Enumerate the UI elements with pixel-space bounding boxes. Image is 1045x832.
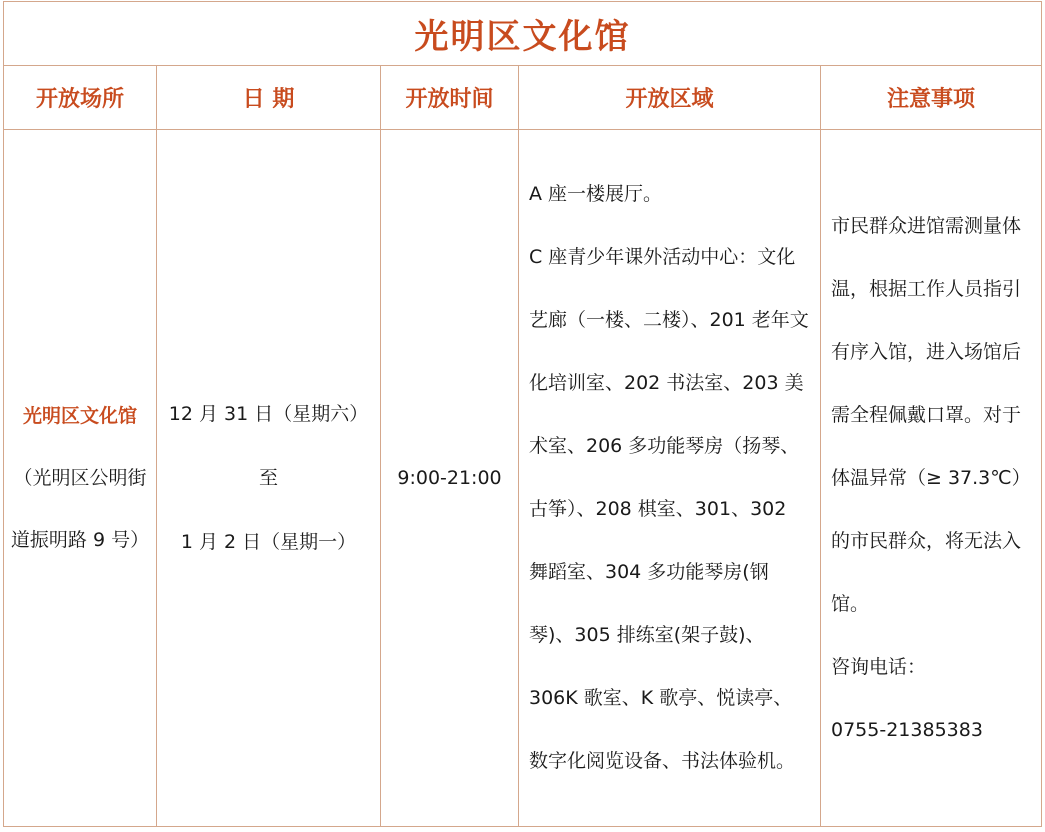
hours-cell: 9:00-21:00: [381, 130, 519, 827]
table-title: 光明区文化馆: [4, 2, 1042, 66]
schedule-table-wrapper: [3, 1, 1041, 828]
date-cell: [157, 130, 381, 827]
area-c: C 座青少年课外活动中心：文化艺廊（一楼、二楼）、201 老年文化培训室、202 书法室、203 美术室、206 多功能琴房（扬琴、古筝）、208 棋室、301、302 舞蹈室、304 多功能琴房(钢琴)、305 排练室(架子鼓)、306K 歌室、K 歌亭、悦读亭、数字化阅览设备、书法体验机。: [529, 246, 809, 772]
schedule-table: [3, 1, 1042, 827]
notes-phone: 0755-21385383: [831, 718, 983, 741]
table-row: [4, 130, 1042, 827]
area-a: A 座一楼展厅。: [529, 183, 663, 205]
notes-cell: [821, 130, 1042, 827]
header-hours: 开放时间: [381, 66, 519, 130]
header-venue: 开放场所: [4, 66, 157, 130]
venue-address: （光明区公明街道振明路 9 号）: [10, 467, 150, 551]
venue-cell: [4, 130, 157, 827]
notes-phone-label: 咨询电话：: [831, 655, 927, 678]
date-end: 1 月 2 日（星期一）: [180, 531, 357, 553]
venue-name: 光明区文化馆: [22, 405, 137, 427]
header-area: 开放区域: [519, 66, 821, 130]
date-start: 12 月 31 日（星期六）: [168, 403, 369, 425]
notes-main: 市民群众进馆需测量体温，根据工作人员指引有序入馆，进入场馆后需全程佩戴口罩。对于体温异常（≥ 37.3℃）的市民群众，将无法入馆。: [831, 214, 1031, 615]
date-to: 至: [258, 467, 278, 489]
header-notes: 注意事项: [821, 66, 1042, 130]
header-date: 日 期: [157, 66, 381, 130]
area-cell: [519, 130, 821, 827]
